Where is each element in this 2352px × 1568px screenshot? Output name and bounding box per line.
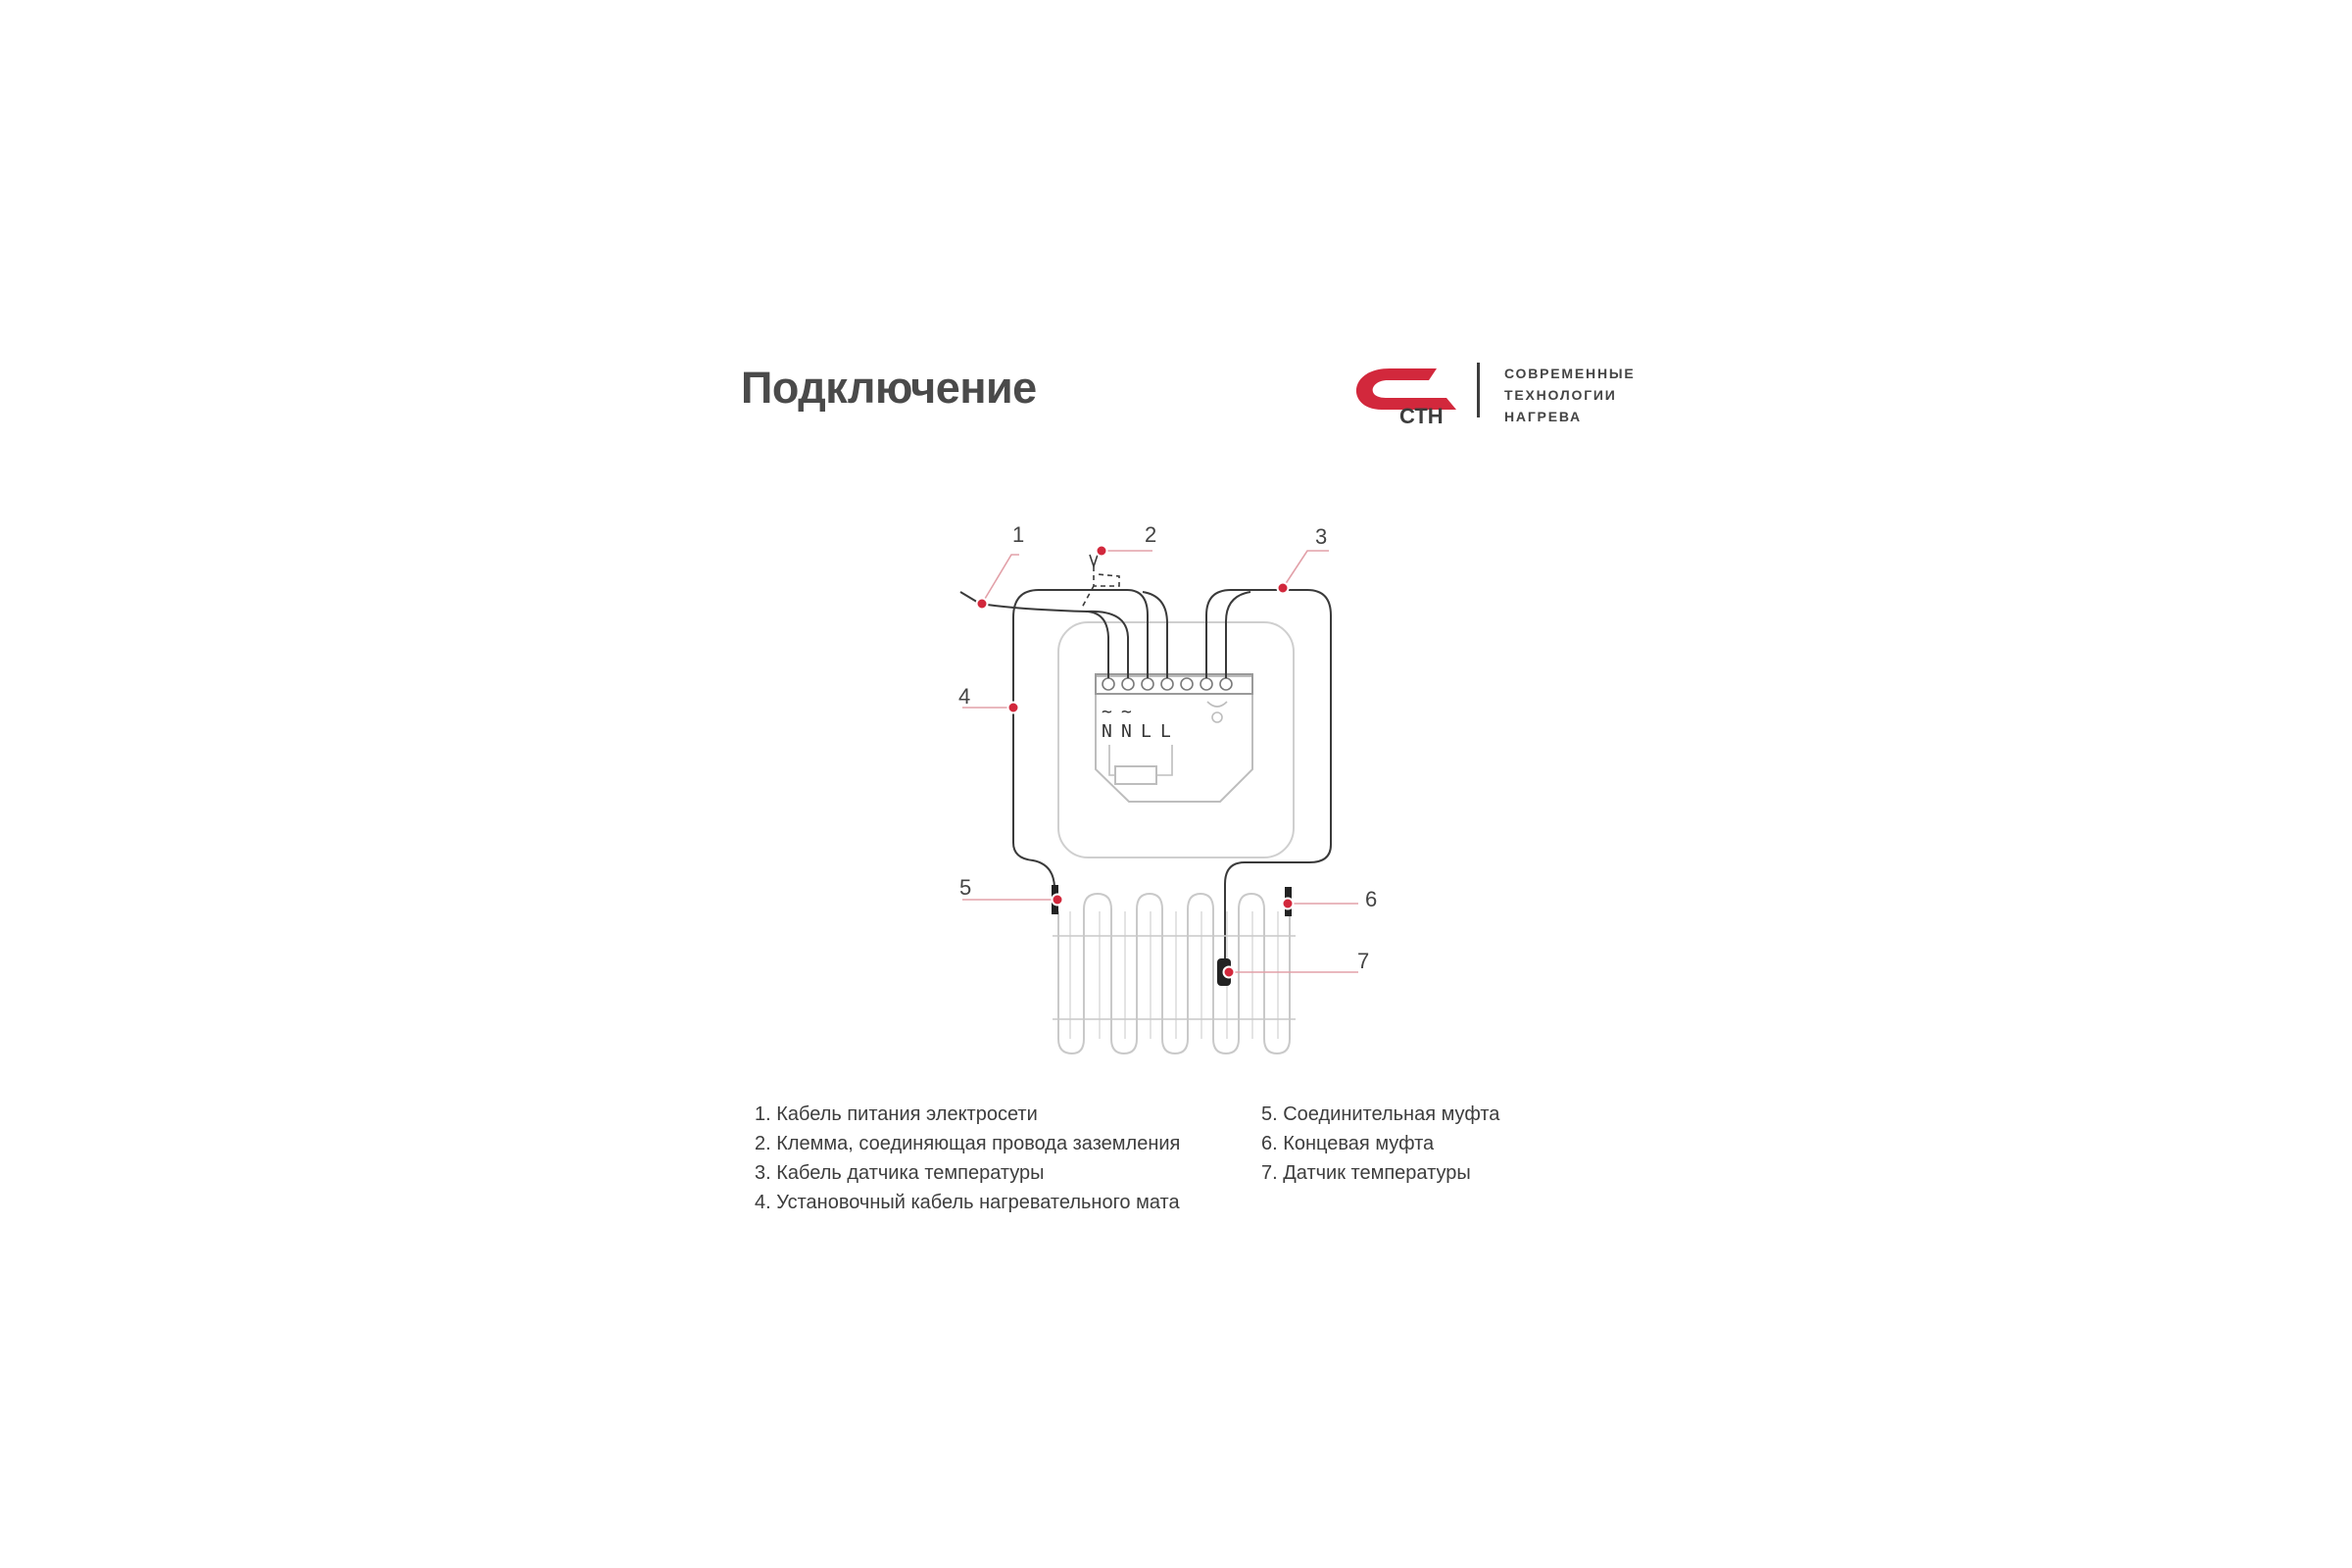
callout-3: 3 — [1315, 524, 1328, 549]
callout-5: 5 — [959, 875, 972, 900]
terminal-label-l1: L — [1141, 721, 1152, 742]
legend-item-2: 2. Клемма, соединяющая провода заземления — [755, 1133, 1181, 1154]
callout-6: 6 — [1365, 887, 1378, 911]
terminal-label-l2: L — [1160, 721, 1171, 742]
callout-dot-2 — [1097, 546, 1107, 557]
terminal-label-n1: N — [1102, 721, 1112, 742]
tilde-1: ~ — [1102, 702, 1112, 722]
logo-line-3: НАГРЕВА — [1504, 409, 1582, 424]
sensor-symbol-icon — [1207, 702, 1227, 722]
heating-mat — [1053, 894, 1296, 1054]
callout-dot-7 — [1224, 967, 1235, 978]
tilde-2: ~ — [1121, 702, 1132, 722]
ground-terminal — [1082, 566, 1119, 608]
legend-right — [1261, 1100, 1499, 1188]
thermostat-module — [1096, 676, 1252, 802]
callout-dot-3 — [1278, 583, 1289, 594]
callout-dot-1 — [977, 599, 988, 610]
legend-item-7: 7. Датчик температуры — [1261, 1162, 1471, 1184]
logo-line-2: ТЕХНОЛОГИИ — [1504, 387, 1617, 403]
page-title: Подключение — [741, 363, 1037, 413]
callout-dot-5 — [1053, 895, 1063, 906]
thermostat-frame — [1058, 622, 1294, 858]
legend-item-1: 1. Кабель питания электросети — [755, 1103, 1038, 1125]
relay-box — [1115, 766, 1156, 784]
callout-2: 2 — [1145, 522, 1157, 547]
callout-dot-6 — [1283, 899, 1294, 909]
legend-left — [755, 1100, 1180, 1217]
terminal-label-n2: N — [1121, 721, 1132, 742]
legend-item-5: 5. Соединительная муфта — [1261, 1103, 1500, 1125]
legend-item-6: 6. Концевая муфта — [1261, 1133, 1435, 1154]
callout-1: 1 — [1012, 522, 1025, 547]
legend-item-4: 4. Установочный кабель нагревательного мата — [755, 1192, 1180, 1213]
legend-item-3: 3. Кабель датчика температуры — [755, 1162, 1045, 1184]
callout-dot-4 — [1008, 703, 1019, 713]
callout-4: 4 — [958, 684, 971, 709]
logo-abbr: СТН — [1399, 404, 1444, 427]
logo-line-1: СОВРЕМЕННЫЕ — [1504, 366, 1636, 381]
callout-7: 7 — [1357, 949, 1370, 973]
terminal-screws — [1102, 678, 1232, 690]
